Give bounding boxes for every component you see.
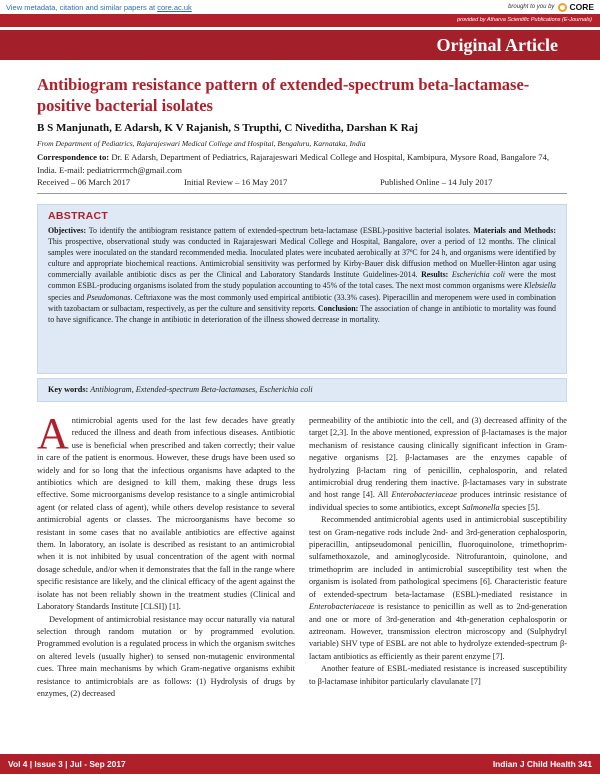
body-paragraph xyxy=(37,415,295,614)
core-brought-by: brought to you by xyxy=(508,4,555,10)
footer-issue: Vol 4 | Issue 3 | Jul - Sep 2017 xyxy=(8,759,126,769)
body-paragraph xyxy=(309,514,567,663)
abstract-text xyxy=(48,225,556,325)
abstract-objectives: To identify the antibiogram resistance pattern of extended-spectrum beta-lactamase (ESBL)-positive bacterial isolates. xyxy=(88,226,471,235)
core-logo-icon xyxy=(558,3,567,12)
abstract-methods: This prospective, observational study was conducted in Rajarajeswari Medical College and Hospital, Bangalore, over a period of 12 months. The clinical samples were inoculated on the standard recommended media. Inoculated plates were incubated aerobically at 37ºC for 24 h, and organisms were identified by culture and appropriate biochemical reactions. Antimicrobial sensitivity was performed by Kirby-Bauer disk diffusion method on Mueller-Hinton agar using commercially available antibiotic discs as per the Clinical and Laboratory Standards Institute Guidelines-2014. xyxy=(48,237,556,280)
core-header xyxy=(0,0,600,14)
paragraph-text: Recommended antimicrobial agents used in antimicrobial susceptibility test on Gram-negative rods include 2nd- and 3rd-generation cephalosporin, piperacillin, antipseudomonal penicillin, fluoroquinolone, trimethoprim-sulfamethoxazole, and aminoglycoside. Nitrofurantoin, quinolone, and trimethoprim are included in antimicrobial susceptibility test when the organism is isolated from pathological specimens [6]. Characteristic feature of extended-spectrum beta-lactamase (ESBL)-mediated resistance in xyxy=(309,515,567,599)
article-authors: B S Manjunath, E Adarsh, K V Rajanish, S Trupthi, C Niveditha, Darshan K Raj xyxy=(37,122,418,134)
abstract-results-text-3: . Ceftriaxone was the most commonly used empirical antibiotic (33.3% cases). Piperacillin and meropenem were used in combination with tazobactam or sulbactam, respectively, as per the culture and sensitivity reports. xyxy=(48,292,557,313)
correspondence xyxy=(37,151,567,176)
core-logo[interactable] xyxy=(558,2,594,12)
abstract-results-klebsiella: Klebsiella xyxy=(524,281,556,291)
divider xyxy=(37,193,567,194)
abstract-conclusion-label: Conclusion: xyxy=(317,303,359,313)
abstract-results-label: Results: xyxy=(421,270,449,280)
provider-bar xyxy=(0,14,600,27)
abstract-heading: ABSTRACT xyxy=(48,210,109,222)
article-type-banner xyxy=(0,30,600,60)
body-paragraph xyxy=(309,415,567,514)
body-column-left xyxy=(37,415,295,740)
core-brand[interactable] xyxy=(508,2,594,12)
core-metadata-link[interactable] xyxy=(6,3,192,12)
paragraph-text: is resistance to penicillin as well as to 2nd-generation and one or more of 3rd-generation and 4th-generation cephalosporin or aztreonam. However, transmission electron microscopy and (Sulphydryl variable) SHV type of ESBL are not able to hydrolyze extended-spectrum β-lactam antibiotics as efficiently as their parent enzyme [7]. xyxy=(309,602,567,661)
date-initial-review: Initial Review – 16 May 2017 xyxy=(184,177,288,187)
paragraph-text: species [5]. xyxy=(501,502,540,512)
abstract-results-organism: Escherichia coli xyxy=(451,270,505,280)
abstract-conclusion: The association of change in antibiotic to mortality was found to have significance. The change in antibiotic in deterioration of the illness showed decrease in mortality. xyxy=(48,303,556,324)
paragraph-text: permeability of the antibiotic into the cell, and (3) decreased affinity of the target [2,3]. In the above mentioned, expression of β-lactamases is the major mechanism of resistance causing clinically significant infection in Gram-negative organisms [2]. β-lactamases are the enzymes capable of hydrolyzing β-lactam ring of penicillin, cephalosporin, and related antimicrobial drug rendering them inactive. β-lactamases vary in substrate and host range [4]. All xyxy=(309,416,567,500)
keywords-label: Key words: xyxy=(48,385,89,394)
abstract-results-text-2: species and xyxy=(48,292,85,302)
abstract-results-pseudomonas: Pseudomonas xyxy=(86,292,131,302)
keywords-text: Antibiogram, Extended-spectrum Beta-lactamases, Escherichia coli xyxy=(90,385,313,394)
core-logo-text: CORE xyxy=(569,2,594,12)
body-paragraph: Another feature of ESBL-mediated resistance is increased susceptibility to β-lactamase inhibitor particularly clavulanate [7] xyxy=(309,664,567,686)
drop-cap: A xyxy=(37,415,69,458)
taxon-name: Enterobacteriaceae xyxy=(309,602,375,612)
keywords-box xyxy=(37,378,567,402)
core-link-text: View metadata, citation and similar papers at xyxy=(6,2,156,12)
correspondence-text: Dr. E Adarsh, Department of Pediatrics, Rajarajeswari Medical College and Hospital, Kambipura, Mysore Road, Bangalore 74, India. E-mail: pediatricrrmch@gmail.com xyxy=(37,152,550,175)
abstract-results-text: were the most common ESBL-producing organisms isolated from the study population accounting to 45% of the total cases. The next most common organisms were xyxy=(48,270,556,291)
abstract-objectives-label: Objectives: xyxy=(48,226,87,235)
article-type-label: Original Article xyxy=(436,35,558,55)
taxon-name: Salmonella xyxy=(462,502,500,512)
core-link-site[interactable]: core.ac.uk xyxy=(157,2,192,12)
article-title: Antibiogram resistance pattern of extended-spectrum beta-lactamase-positive bacterial isolates xyxy=(37,75,530,115)
paragraph-text: produces intrinsic resistance of individual species to some antibiotics, except xyxy=(309,490,567,512)
provider-text: provided by Atharva Scientific Publications (E-Journals) xyxy=(457,17,592,23)
correspondence-label: Correspondence to: xyxy=(37,152,110,162)
date-published: Published Online – 14 July 2017 xyxy=(380,177,493,187)
abstract-box xyxy=(37,204,567,374)
footer-journal-page: Indian J Child Health 341 xyxy=(492,759,592,769)
page-footer xyxy=(0,754,600,774)
paragraph-text: ntimicrobial agents used for the last few decades have greatly reduced the illness and death from infectious diseases. Antibiotic use is beneficial when prescribed and taken correctly; their value in care of the patient is enormous. However, these drugs have been used so widely and for so long that the infectious organisms have adapted to the antibiotics which are designed to kill them, making these drugs less effective. Some microorganisms develop resistance to a single antimicrobial agent (or related class of agent), while others develop resistance to several antimicrobial agents or classes. The microorganisms have become so resistant in some cases that no available antibiotics are effective against them. In laboratory, an isolate is described as resistant to an antimicrobial when it is not inhibited by usual concentration of the agent with normal dosage schedule, and/or when it demonstrates that the fall in the range where specific resistance are likely, and the clinical efficacy of the agent against the isolate has not been reliably shown in the treatment studies (Clinical and Laboratory Standards Institute [CLSI]) [1]. xyxy=(37,416,295,612)
date-received: Received – 06 March 2017 xyxy=(37,177,131,187)
abstract-methods-label: Materials and Methods: xyxy=(473,226,556,235)
taxon-name: Enterobacteriaceae xyxy=(391,490,457,500)
body-column-right xyxy=(309,415,567,740)
author-affiliation: From Department of Pediatrics, Rajarajeswari Medical College and Hospital, Bengaluru, Karnataka, India xyxy=(37,139,366,148)
body-paragraph: Development of antimicrobial resistance may occur naturally via natural selection through random mutation or by programmed evolution. Programmed evolution is a regulated process in which the organism switches on altered levels (usually higher) to sensed non-mutagenic environmental cues. Three main mechanisms by which Gram-negative organisms exhibit resistance to antimicrobials are as follows: (1) Hydrolysis of drugs by enzymes, (2) decreased xyxy=(37,614,295,698)
